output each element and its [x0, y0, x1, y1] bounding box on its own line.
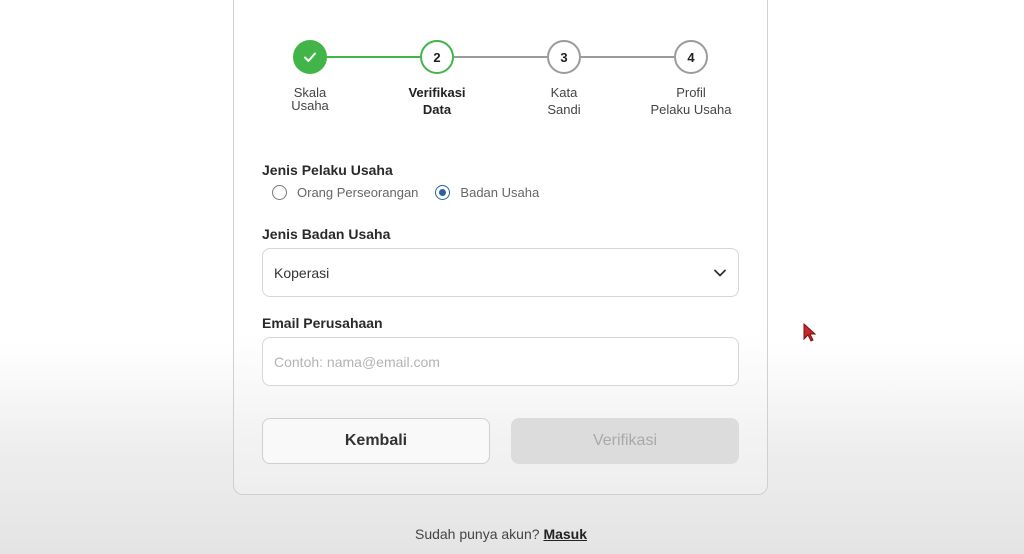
- radio-option-business-entity[interactable]: [435, 185, 539, 200]
- check-icon: [303, 50, 317, 64]
- company-email-input[interactable]: [262, 337, 739, 386]
- radio-business-entity[interactable]: [435, 185, 450, 200]
- step-3-circle: [547, 40, 581, 74]
- step-4-label: Profil Pelaku Usaha: [650, 85, 732, 117]
- business-entity-type-value: Koperasi: [274, 264, 330, 281]
- radio-option-individual[interactable]: [272, 185, 418, 200]
- step-1-circle: [293, 40, 327, 74]
- radio-individual[interactable]: [272, 185, 287, 200]
- step-3-label: Kata Sandi: [547, 85, 581, 117]
- login-prompt: [0, 526, 1002, 542]
- chevron-down-icon: [714, 269, 726, 277]
- step-4-circle: [674, 40, 708, 74]
- step-2-circle: [420, 40, 454, 74]
- back-button[interactable]: Kembali: [262, 418, 490, 464]
- radio-individual-label: Orang Perseorangan: [297, 185, 419, 200]
- login-link[interactable]: Masuk: [543, 526, 588, 542]
- step-4-number: 4: [687, 49, 695, 65]
- login-prompt-text: Sudah punya akun?: [414, 526, 540, 542]
- mouse-cursor-icon: [803, 323, 817, 343]
- step-1-label: Skala Usaha: [291, 85, 329, 113]
- step-2-label: Verifikasi Data: [408, 85, 466, 117]
- step-3-number: 3: [560, 49, 568, 65]
- step-connector-2: [454, 56, 547, 58]
- company-email-label: Email Perusahaan: [262, 315, 383, 331]
- verify-button[interactable]: Verifikasi: [511, 418, 739, 464]
- business-actor-type-radio-group: [272, 185, 539, 200]
- step-connector-1: [327, 56, 420, 58]
- business-entity-type-select[interactable]: [262, 248, 739, 297]
- business-actor-type-label: Jenis Pelaku Usaha: [262, 162, 393, 178]
- step-2-number: 2: [433, 49, 441, 65]
- radio-business-entity-label: Badan Usaha: [460, 185, 540, 200]
- step-connector-3: [581, 56, 674, 58]
- business-entity-type-label: Jenis Badan Usaha: [262, 226, 391, 242]
